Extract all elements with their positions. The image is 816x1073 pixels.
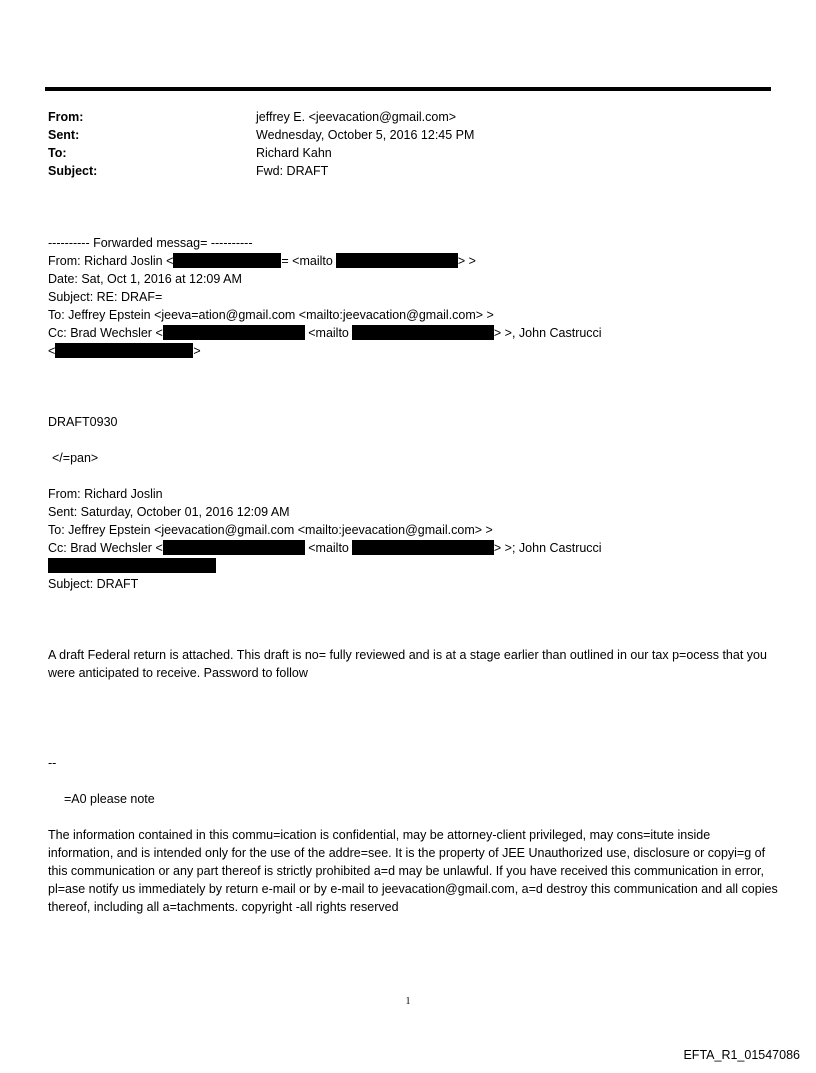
forward-cc-prefix: Cc: Brad Wechsler < — [48, 326, 163, 340]
original-cc-mid: <mailto — [308, 541, 349, 555]
redaction-box — [352, 325, 494, 340]
original-cc-end: > >; John Castrucci — [493, 541, 602, 555]
forward-cc-end: > >, John Castrucci — [493, 326, 602, 340]
original-subject: Subject: DRAFT — [48, 577, 139, 591]
redaction-box — [48, 558, 216, 573]
from-value: jeffrey E. <jeevacation@gmail.com> — [256, 110, 457, 124]
from-label: From: — [48, 110, 84, 124]
please-note: =A0 please note — [64, 792, 155, 806]
to-label: To: — [48, 146, 67, 160]
forward-to: To: Jeffrey Epstein <jeeva=ation@gmail.com <mailto:jeevacation@gmail.com> > — [48, 308, 494, 322]
subject-value: Fwd: DRAFT — [256, 164, 329, 178]
original-from: From: Richard Joslin — [48, 487, 163, 501]
signature-dashes: -- — [48, 756, 57, 770]
redaction-box — [173, 253, 281, 268]
redaction-box — [163, 325, 305, 340]
redaction-box — [163, 540, 305, 555]
forward-cc-continued — [48, 342, 201, 360]
forward-from-line — [48, 252, 476, 270]
forward-cc-line — [48, 324, 602, 342]
forward-cc2-open: < — [48, 344, 56, 358]
draft-id: DRAFT0930 — [48, 415, 118, 429]
forward-from-prefix: From: Richard Joslin < — [48, 254, 174, 268]
subject-label: Subject: — [48, 164, 98, 178]
redaction-box — [55, 343, 193, 358]
forward-cc2-close: > — [193, 344, 201, 358]
disclaimer-text: The information contained in this commu=ication is confidential, may be attorney-client privileged, may cons=itute inside information, and is intended only for the use of the addre=see. It is the property of JEE Unauthorized use, disclosure or copyi=g of this communication or any part thereof is strictly prohibited a=d may be unlawful. If you have received this communication in error, pl=ase notify us immediately by return e-mail or by e-mail to jeevacation@gmail.com, a=d destroy this communication and all copies thereof, including all a=tachments. copyright -all rights reserved — [48, 828, 778, 914]
forward-date: Date: Sat, Oct 1, 2016 at 12:09 AM — [48, 272, 242, 286]
bates-number: EFTA_R1_01547086 — [683, 1048, 800, 1062]
original-cc-prefix: Cc: Brad Wechsler < — [48, 541, 163, 555]
span-artifact: </=pan> — [52, 451, 99, 465]
message-paragraph: A draft Federal return is attached. This draft is no= fully reviewed and is at a stage earlier than outlined in our tax p=ocess that you were anticipated to receive. Password to follow — [48, 648, 767, 680]
redaction-box — [352, 540, 494, 555]
forward-from-end: > > — [457, 254, 476, 268]
forward-from-mid: = <mailto — [281, 254, 333, 268]
forward-cc-mid: <mailto — [308, 326, 349, 340]
sent-label: Sent: — [48, 128, 80, 142]
sent-value: Wednesday, October 5, 2016 12:45 PM — [256, 128, 475, 142]
original-to: To: Jeffrey Epstein <jeevacation@gmail.com <mailto:jeevacation@gmail.com> > — [48, 523, 493, 537]
redaction-box — [336, 253, 458, 268]
original-sent: Sent: Saturday, October 01, 2016 12:09 AM — [48, 505, 290, 519]
original-cc-line — [48, 539, 602, 557]
original-cc-continued — [48, 557, 216, 575]
header-rule — [45, 87, 771, 91]
page-number: 1 — [405, 996, 411, 1007]
to-value: Richard Kahn — [256, 146, 332, 160]
forward-separator: ---------- Forwarded messag= ---------- — [48, 236, 253, 250]
forward-subject: Subject: RE: DRAF= — [48, 290, 163, 304]
